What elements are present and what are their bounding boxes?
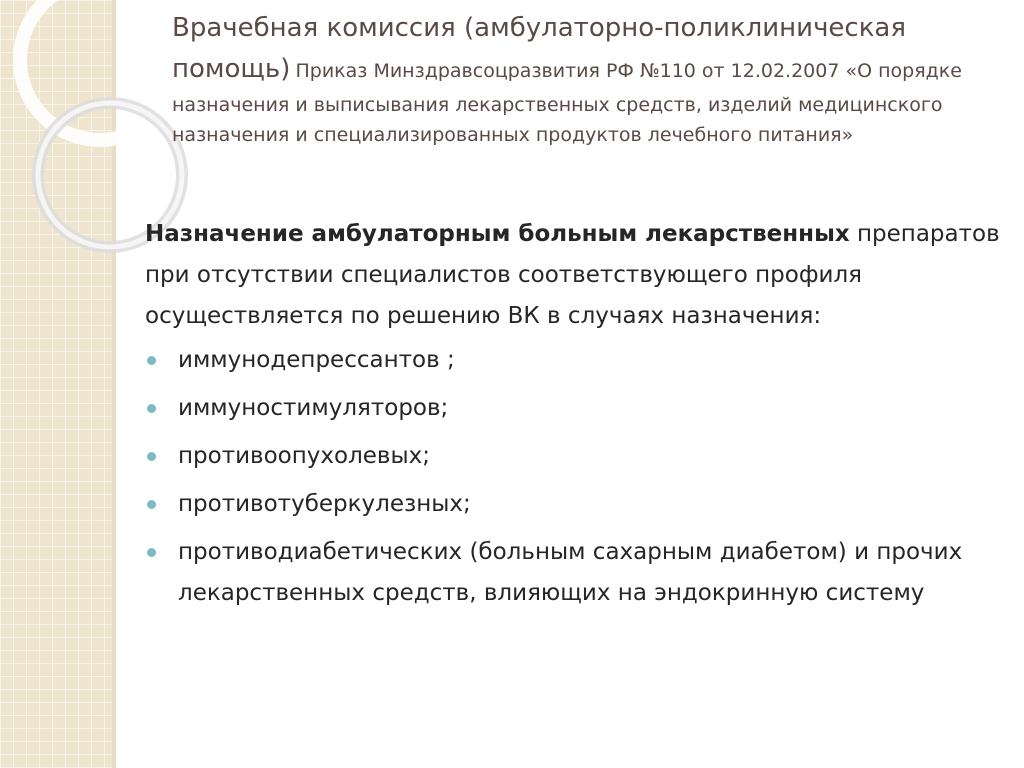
slide-title (172, 8, 992, 150)
title-main: Врачебная комиссия (амбулаторно-поликлиническая помощь) (172, 13, 906, 84)
lead-regular-text: препаратов при отсутствии специалистов соответствующего профиля осуществляется по решению ВК в случаях назначения: (145, 221, 1000, 329)
list-item (145, 532, 1000, 614)
bullet-icon (147, 356, 156, 365)
bullet-icon (147, 404, 156, 413)
list-item (145, 340, 1000, 381)
slide-body (145, 214, 1000, 621)
list-item-text: противотуберкулезных; (178, 491, 471, 517)
list-item (145, 436, 1000, 477)
lead-paragraph (145, 214, 1000, 337)
bullet-icon (147, 548, 156, 557)
list-item-text: противодиабетических (больным сахарным диабетом) и прочих лекарственных средств, влияющих на эндокринную систему (178, 539, 963, 606)
list-item-text: иммуностимуляторов; (178, 395, 449, 421)
list-item (145, 484, 1000, 525)
medication-list (145, 340, 1000, 614)
bullet-icon (147, 452, 156, 461)
list-item-text: противоопухолевых; (178, 443, 431, 469)
lead-bold-text: Назначение амбулаторным больным лекарственных (145, 221, 850, 247)
list-item-text: иммунодепрессантов ; (178, 347, 455, 373)
list-item (145, 388, 1000, 429)
bullet-icon (147, 500, 156, 509)
title-subtitle: Приказ Минздравсоцразвития РФ №110 от 12.02.2007 «О порядке назначения и выписывания лекарственных средств, изделий медицинского назначения и специализированных продуктов лечебного питания» (172, 60, 962, 146)
